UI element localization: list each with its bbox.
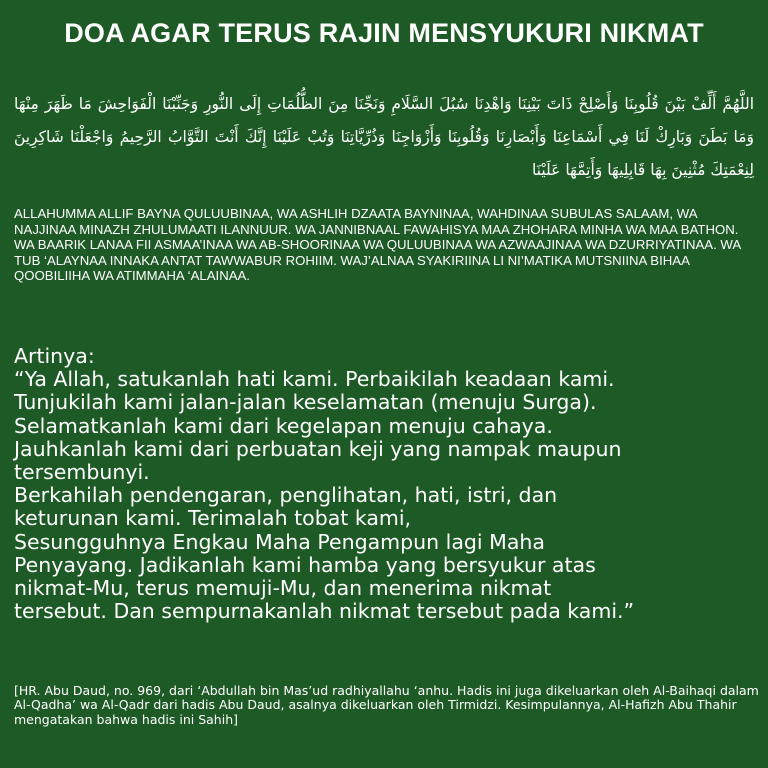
translation-line: Sesungguhnya Engkau Maha Pengampun lagi Maha — [14, 529, 545, 554]
translation-line: Tunjukilah kami jalan-jalan keselamatan (menuju Surga). — [14, 390, 597, 415]
hadith-reference: [HR. Abu Daud, no. 969, dari ‘Abdullah bin Mas’ud radhiyallahu ‘anhu. Hadis ini juga dikeluarkan oleh Al-Baihaqi dalam Al-Qadha’ wa Al-Qadr dari hadis Abu Daud, asalnya dikeluarkan oleh Tirmidzi. Kesimpulannya, Al-Hafizh Abu Thahir mengatakan bahwa hadis ini Sahih] — [14, 683, 759, 727]
translation-line: Berkahilah pendengaran, penglihatan, hati, istri, dan — [14, 483, 558, 508]
translation-line: tersebut. Dan sempurnakanlah nikmat tersebut pada kami.” — [14, 599, 635, 624]
translation-line: keturunan kami. Terimalah tobat kami, — [14, 506, 412, 531]
translation-line: Penyayang. Jadikanlah kami hamba yang bersyukur atas — [14, 552, 596, 577]
translation-label: Artinya: — [14, 344, 95, 368]
translation-block — [14, 345, 759, 623]
translation-line: Jauhkanlah kami dari perbuatan keji yang nampak maupun — [14, 436, 622, 461]
latin-transliteration: ALLAHUMMA ALLIF BAYNA QULUUBINAA, WA ASHLIH DZAATA BAYNINAA, WAHDINAA SUBULAS SALAAM, WA NAJJINAA MINAZH ZHULUMAATI ILANNUUR. WA JANNIBNAAL FAWAHISYA MAA ZHOHARA MINHA WA MAA BATHON. WA BAARIK LANAA FII ASMAA’INAA WA AB-SHOORINAA WA QULUUBINAA WA AZWAAJINAA WA DZURRIYATINAA. WA TUB ‘ALAYNAA INNAKA ANTAT TAWWABUR ROHIIM. WAJ’ALNAA SYAKIRIINA LI NI’MATIKA MUTSNIINA BIHAA QOOBILIIHA WA ATIMMAHA ‘ALAINAA. — [14, 206, 741, 284]
arabic-prayer-text: اللَّهُمَّ أَلِّفْ بَيْنَ قُلُوبِنَا وَأَصْلِحْ ذَاتَ بَيْنِنَا وَاهْدِنَا سُبُلَ السَّلَامِ وَنَجِّنَا مِنَ الظُّلُمَاتِ إِلَى النُّورِ وَجَنِّبْنَا الْفَوَاحِشَ مَا ظَهَرَ مِنْهَا وَمَا بَطَنَ وَبَارِكْ لَنَا فِي أَسْمَاعِنَا وَأَبْصَارِنَا وَقُلُوبِنَا وَأَزْوَاجِنَا وَذُرِّيَّاتِنَا وَتُبْ عَلَيْنَا إِنَّكَ أَنْتَ التَّوَّابُ الرَّحِيمُ وَاجْعَلْنَا شَاكِرِينَ لِنِعْمَتِكَ مُثْنِينَ بِهَا قَابِلِيهَا وَأَتِمَّهَا عَلَيْنَا — [14, 95, 754, 179]
translation-line: “Ya Allah, satukanlah hati kami. Perbaikilah keadaan kami. — [14, 367, 615, 392]
translation-line: tersembunyi. — [14, 460, 150, 485]
translation-line: nikmat-Mu, terus memuji-Mu, dan menerima nikmat — [14, 576, 552, 601]
translation-line: Selamatkanlah kami dari kegelapan menuju cahaya. — [14, 413, 553, 438]
page-title: DOA AGAR TERUS RAJIN MENSYUKURI NIKMAT — [64, 18, 704, 48]
